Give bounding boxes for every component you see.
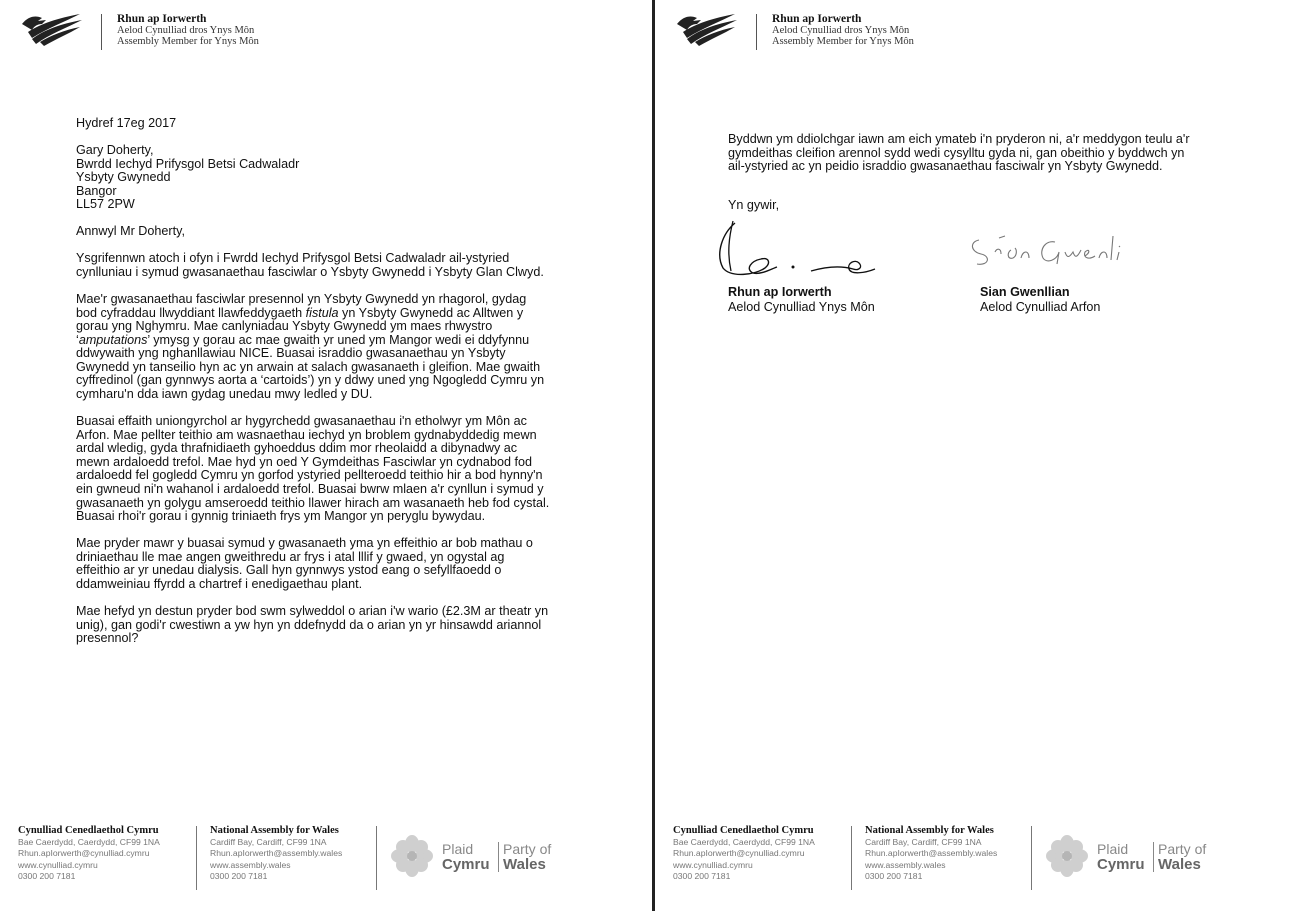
text-segment: ’ ymysg y gorau ac mae gwaith yr uned ym Mangor wedi ei ddyfynnu [147, 332, 530, 347]
footer-heading: Cynulliad Cenedlaethol Cymru [673, 825, 814, 836]
text-line: Mae'r gwasanaethau fasciwlar presennol yn Ysbyty Gwynedd yn rhagorol, gydag [76, 291, 527, 306]
footer-heading: National Assembly for Wales [210, 825, 339, 836]
text-line: Buasai effaith uniongyrchol ar hygyrchedd gwasanaethau i'n etholwyr ym Môn ac [76, 414, 527, 429]
address-line: Ysbyty Gwynedd [76, 170, 171, 185]
dragon-icon [18, 12, 84, 46]
text-line: ail-ystyried ac yn peidio israddio gwasanaethau fasciwalr yn Ysbyty Gwynedd. [728, 159, 1163, 174]
footer-line: Cardiff Bay, Cardiff, CF99 1NA [210, 837, 327, 847]
letter-page-2 [655, 0, 1301, 911]
text-line: presennol? [76, 631, 139, 646]
text-segment: bod cyfraddau llwyddiant llawfeddygaeth [76, 305, 306, 320]
text-line: ardal wledig, gyda thrafnidiaeth gyhoeddus ddim mor rheolaidd a dibynadwy ac [76, 441, 518, 456]
letter-body [728, 133, 1248, 187]
text-line: gwasanaeth yn golygu amseroedd teithio llawer hirach am wasanaeth heb fod cystal. [76, 495, 550, 510]
letterhead-line1: Aelod Cynulliad dros Ynys Môn [772, 25, 910, 36]
signature-sian [965, 230, 1145, 270]
text-line: unig), gan godi'r cwestiwn a yw hyn yn ddefnydd da o arian yn yr hinsawdd ariannol [76, 617, 542, 632]
footer-phone: 0300 200 7181 [18, 870, 76, 881]
text-line: cyffredinol (gan gynnwys aorta a ‘cartoids’) yn y ddwy uned yng Ngogledd Cymru yn [76, 373, 545, 388]
letter-body [76, 117, 576, 659]
closing: Yn gywir, [728, 198, 780, 212]
footer-heading: Cynulliad Cenedlaethol Cymru [18, 825, 159, 836]
footer-english-address [865, 824, 997, 882]
signer-role: Aelod Cynulliad Arfon [980, 300, 1101, 314]
recipient-address [76, 144, 576, 212]
address-line: LL57 2PW [76, 197, 135, 212]
footer-phone: 0300 200 7181 [673, 870, 731, 881]
party-word-wales: Wales [503, 856, 546, 873]
paragraph-5 [76, 605, 576, 646]
letterhead-name: Rhun ap Iorwerth [117, 13, 207, 25]
text-line: cymharu'n dda iawn gydag unedau mwy ledled y DU. [76, 387, 373, 402]
text-line: Buasai rhoi'r gorau i gynnig triniaeth frys ym Mangor yn peryglu bywydau. [76, 509, 486, 524]
footer-divider [376, 826, 377, 890]
signer-name: Rhun ap Iorwerth [728, 285, 832, 299]
paragraph-3 [76, 415, 576, 524]
letterhead-line2: Assembly Member for Ynys Môn [772, 36, 914, 47]
footer-divider [851, 826, 852, 890]
address-line: Gary Doherty, [76, 142, 154, 157]
letterhead-divider [756, 14, 757, 50]
text-line: Byddwn ym ddiolchgar iawn am eich ymateb i'n pryderon ni, a'r meddygon teulu a'r [728, 132, 1190, 146]
address-line: Bangor [76, 183, 117, 198]
footer-email: Rhun.apIorwerth@assembly.wales [210, 848, 343, 859]
text-line: gymdeithas cleifion arennol sydd wedi cysylltu gyda ni, gan obeithio y byddwch yn [728, 145, 1185, 160]
text-line: ddamweiniau ffyrdd a chartref i enedigaethau plant. [76, 576, 363, 591]
plaid-cymru-logo [1045, 834, 1225, 878]
footer-website: www.assembly.wales [210, 859, 291, 870]
party-word-wales: Wales [1158, 856, 1201, 873]
party-word-party-of: Party of [503, 841, 552, 857]
text-line: effeithio ar yr unedau dialysis. Gall hyn gynnwys ystod eang o sefyllfaoedd o [76, 563, 502, 578]
letter-footer [673, 824, 1273, 894]
footer-line: Bae Caerdydd, Caerdydd, CF99 1NA [673, 837, 815, 847]
letterhead-line1: Aelod Cynulliad dros Ynys Môn [117, 25, 255, 36]
footer-line: Cardiff Bay, Cardiff, CF99 1NA [865, 837, 982, 847]
footer-email: Rhun.apIorwerth@cynulliad.cymru [18, 848, 150, 859]
signer-rhun [728, 285, 875, 315]
letterhead-line2: Assembly Member for Ynys Môn [117, 36, 259, 47]
letterhead-name: Rhun ap Iorwerth [772, 13, 862, 25]
poppy-flower-icon [390, 834, 434, 878]
text-line: gorau yng Nghymru. Mae canlyniadau Ysbyty Gwynedd ym maes rhwystro [76, 319, 493, 334]
signature-rhun [715, 213, 895, 278]
text-line: Arfon. Mae pellter teithio am wasnaethau iechyd yn broblem gydnabyddedig mewn [76, 427, 537, 442]
footer-divider [196, 826, 197, 890]
text-line [76, 334, 576, 348]
text-line: mewn ardaloedd trefol. Mae hyd yn oed Y Gymdeithas Fasciwlar yn cydnabod fod [76, 454, 532, 469]
signature-block [715, 195, 1275, 325]
footer-welsh-address [673, 824, 815, 882]
footer-welsh-address [18, 824, 160, 882]
party-word-plaid: Plaid [1097, 841, 1129, 857]
text-line: cynlluniau i symud gwasanaethau fasciwlar o Ysbyty Gwynedd i Ysbyty Glan Clwyd. [76, 264, 544, 279]
poppy-flower-icon [1045, 834, 1089, 878]
letterhead-divider [101, 14, 102, 50]
footer-heading: National Assembly for Wales [865, 825, 994, 836]
salutation: Annwyl Mr Doherty, [76, 224, 185, 239]
footer-email: Rhun.apIorwerth@assembly.wales [865, 848, 998, 859]
text-segment: ‘ [76, 332, 79, 347]
signer-sian [980, 285, 1100, 315]
text-line: ein gwneud ni'n wahanol i ardaloedd trefol. Buasai bwrw mlaen a'r cynllun i symud y [76, 482, 544, 497]
text-line: Gwynedd yn tanseilio hyn ac yn arwain at salach gwasanaeth i gleifion. Mae gwaith [76, 359, 541, 374]
text-segment: yn Ysbyty Gwynedd ac Alltwen y [338, 305, 524, 320]
paragraph-2 [76, 293, 576, 402]
footer-website: www.cynulliad.cymru [18, 859, 98, 870]
text-line: driniaethau lle mae angen gweithredu ar frys i atal lllif y gwaed, yn ogystal ag [76, 549, 505, 564]
party-word-cymru: Cymru [442, 856, 490, 873]
footer-website: www.assembly.wales [865, 859, 946, 870]
text-line: Mae hefyd yn destun pryder bod swm sylweddol o arian i'w wario (£2.3M ar theatr yn [76, 603, 549, 618]
footer-email: Rhun.apIorwerth@cynulliad.cymru [673, 848, 805, 859]
text-line: ddwywaith yng nghanllawiau NICE. Buasai israddio gwasanaethau yn Ysbyty [76, 346, 506, 361]
text-line: Mae pryder mawr y buasai symud y gwasanaeth yma yn effeithio ar bob mathau o [76, 536, 533, 551]
italic-term: fistula [305, 305, 339, 320]
footer-divider [1031, 826, 1032, 890]
letter-footer [18, 824, 618, 894]
footer-english-address [210, 824, 342, 882]
party-word-cymru: Cymru [1097, 856, 1145, 873]
footer-phone: 0300 200 7181 [210, 870, 268, 881]
party-word-party-of: Party of [1158, 841, 1207, 857]
paragraph-1 [76, 252, 576, 279]
paragraph-closing-request [728, 133, 1248, 174]
dragon-icon [673, 12, 739, 46]
signer-name: Sian Gwenllian [980, 285, 1070, 299]
plaid-cymru-logo [390, 834, 570, 878]
italic-term: amputations [78, 332, 148, 347]
footer-phone: 0300 200 7181 [865, 870, 923, 881]
text-line: Ysgrifennwn atoch i ofyn i Fwrdd Iechyd Prifysgol Betsi Cadwaladr ail-ystyried [76, 251, 510, 266]
paragraph-4 [76, 537, 576, 591]
text-line: ardaloedd fel gogledd Cymru yn gorfod ystyried pellteroedd teithio hir a bod hynny'n [76, 468, 543, 483]
footer-website: www.cynulliad.cymru [673, 859, 753, 870]
party-word-plaid: Plaid [442, 841, 474, 857]
letter-date: Hydref 17eg 2017 [76, 116, 177, 130]
text-line [76, 307, 576, 321]
address-line: Bwrdd Iechyd Prifysgol Betsi Cadwaladr [76, 156, 300, 171]
footer-line: Bae Caerdydd, Caerdydd, CF99 1NA [18, 837, 160, 847]
signer-role: Aelod Cynulliad Ynys Môn [728, 300, 875, 314]
